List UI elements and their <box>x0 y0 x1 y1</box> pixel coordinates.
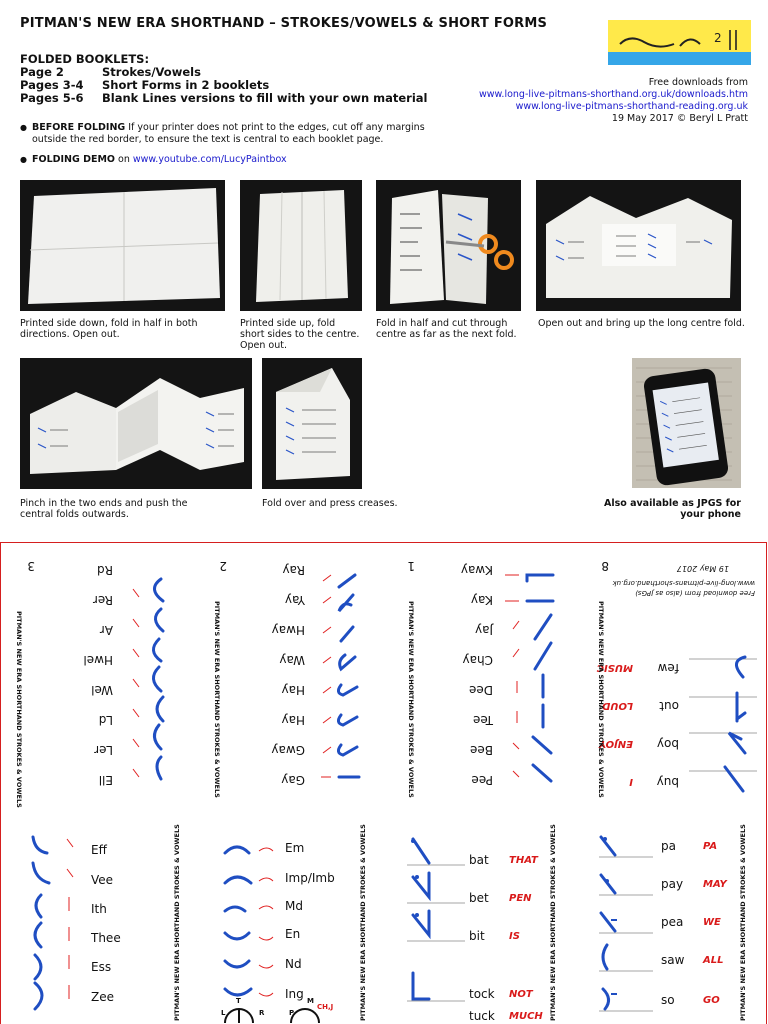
vowel-shortform: ENJOY <box>599 738 633 749</box>
stroke-label: Imp/Imb <box>285 871 335 885</box>
stroke-label: Rer <box>92 593 113 607</box>
booklet-col-3 <box>15 557 175 797</box>
diagram-label-chj: CH,J <box>317 1003 334 1011</box>
bottom-col-4 <box>597 833 737 1023</box>
stroke-label: Chay <box>462 653 493 667</box>
stroke-label: Md <box>285 899 303 913</box>
stroke-label: Ld <box>98 713 113 727</box>
booklet-sheet <box>0 542 767 1024</box>
vowel-shortform: PEN <box>509 893 532 904</box>
vowel-shortform: LOUD <box>602 700 633 711</box>
stroke-label: Gway <box>271 743 305 757</box>
stroke-label: Hay <box>281 683 305 697</box>
stroke-label: Hwel <box>83 653 113 667</box>
stroke-label: Tee <box>472 713 493 727</box>
reading-link[interactable]: www.long-live-pitmans-shorthand-reading.org.uk <box>515 101 748 112</box>
stroke-label: Wel <box>91 683 113 697</box>
stroke-label: Thee <box>91 931 121 945</box>
diagram-label-t: T <box>236 997 241 1005</box>
col8-site: www.long-live-pitmans-shorthand.org.uk <box>612 579 755 587</box>
col8-free: Free download from (also as JPGs) <box>635 589 755 597</box>
booklet-col-1 <box>401 557 561 797</box>
vowel-word: bet <box>469 891 489 905</box>
vowel-shortform: I <box>629 776 633 787</box>
diagram-label-m: M <box>307 997 314 1005</box>
vowel-word: saw <box>661 953 685 967</box>
downloads-link[interactable]: www.long-live-pitmans-shorthand.org.uk/downloads.htm <box>479 89 748 100</box>
vowel-word: bat <box>469 853 489 867</box>
youtube-link[interactable]: www.youtube.com/LucyPaintbox <box>132 154 287 165</box>
diagram-label-r: R <box>259 1009 265 1017</box>
folded-booklets-info <box>20 53 428 105</box>
caption-phone: Also available as JPGS for your phone <box>603 498 741 520</box>
svg-text:2: 2 <box>714 31 722 45</box>
stroke-label: Vee <box>91 873 114 887</box>
diagram-label-l: L <box>221 1009 226 1017</box>
caption-step-4: Open out and bring up the long centre fold. <box>538 318 745 329</box>
bottom-col-2 <box>221 833 371 1023</box>
stroke-label: Jay <box>475 623 493 637</box>
page-number: 8 <box>601 559 609 573</box>
stroke-label: Em <box>285 841 305 855</box>
stroke-label: Ith <box>91 902 107 916</box>
photo-fold-step-6 <box>262 358 362 489</box>
vowel-word: pay <box>661 877 684 891</box>
vowel-shortform: PA <box>703 841 718 852</box>
folding-demo-note <box>20 154 442 166</box>
page-key: Pages 3-4 <box>20 78 84 92</box>
stroke-label: Ess <box>91 960 112 974</box>
booklet-vertical-title: PITMAN'S NEW ERA SHORTHAND STROKES & VOWELS <box>359 824 367 1021</box>
photo-fold-step-5 <box>20 358 252 489</box>
photo-fold-step-1 <box>20 180 225 311</box>
page-number: 2 <box>219 559 227 573</box>
stroke-label: Gay <box>281 773 305 787</box>
bottom-col-3 <box>405 833 555 1023</box>
stroke-label: Dee <box>468 683 493 697</box>
booklet-vertical-title: PITMAN'S NEW ERA SHORTHAND STROKES & VOWELS <box>549 824 557 1021</box>
booklet-vertical-title: PITMAN'S NEW ERA SHORTHAND STROKES & VOWELS <box>597 601 605 798</box>
caption-step-1: Printed side down, fold in half in both directions. Open out. <box>20 318 198 340</box>
stroke-label: En <box>285 927 301 941</box>
folding-demo-on: on <box>115 154 133 165</box>
vowel-shortform: IS <box>509 931 520 942</box>
vowel-shortform: MUSIC <box>596 662 633 673</box>
booklet-vertical-title: PITMAN'S NEW ERA SHORTHAND STROKES & VOWELS <box>213 601 221 798</box>
booklet-vertical-title: PITMAN'S NEW ERA SHORTHAND STROKES & VOWELS <box>15 611 23 808</box>
vowel-shortform: NOT <box>509 989 533 1000</box>
vowel-shortform: WE <box>703 917 721 928</box>
page-key: Pages 5-6 <box>20 91 84 105</box>
page-value: Strokes/Vowels <box>102 65 201 79</box>
before-folding-text: If your printer does not print to the edges, cut off any margins outside the red border, to ensure the text is central to each booklet page. <box>32 122 425 145</box>
col8-date: 19 May 2017 <box>676 564 729 573</box>
stroke-label: Ell <box>98 773 113 787</box>
stroke-label: Ar <box>99 623 113 637</box>
photo-fold-step-2 <box>240 180 362 311</box>
vowel-shortform: ALL <box>703 955 724 966</box>
vowel-shortform: GO <box>703 995 720 1006</box>
booklet-col-2 <box>207 557 367 797</box>
vowel-word: bit <box>469 929 485 943</box>
stroke-label: Yay <box>284 593 305 607</box>
vowel-word: out <box>659 699 679 713</box>
vowel-word: few <box>657 661 679 675</box>
booklet-col-8 <box>593 557 759 797</box>
folding-demo-label: FOLDING DEMO <box>32 154 115 165</box>
vowel-word: tuck <box>469 1009 495 1023</box>
stroke-label: Bee <box>470 743 493 757</box>
page-key: Page 2 <box>20 65 64 79</box>
date-credit: 19 May 2017 © Beryl L Pratt <box>611 113 748 124</box>
downloads-label: Free downloads from <box>648 77 748 88</box>
page-value: Blank Lines versions to fill with your own material <box>102 91 428 105</box>
stroke-label: Kway <box>460 563 493 577</box>
stroke-label: Ray <box>282 563 305 577</box>
photo-fold-step-3 <box>376 180 521 311</box>
booklet-vertical-title: PITMAN'S NEW ERA SHORTHAND STROKES & VOWELS <box>739 824 747 1021</box>
before-folding-label: BEFORE FOLDING <box>32 122 126 133</box>
vowel-shortform: THAT <box>509 855 538 866</box>
stroke-label: Eff <box>91 843 107 857</box>
site-logo <box>608 20 751 65</box>
booklet-vertical-title: PITMAN'S NEW ERA SHORTHAND STROKES & VOWELS <box>407 601 415 798</box>
before-folding-note <box>20 122 442 145</box>
stroke-label: Kay <box>470 593 493 607</box>
stroke-label: Way <box>279 653 305 667</box>
booklet-vertical-title: PITMAN'S NEW ERA SHORTHAND STROKES & VOWELS <box>173 824 181 1021</box>
page-number: 1 <box>407 559 415 573</box>
vowel-word: boy <box>656 737 679 751</box>
vowel-word: tock <box>469 987 495 1001</box>
stroke-label: Rd <box>97 563 113 577</box>
bottom-col-1 <box>25 833 175 1023</box>
page-value: Short Forms in 2 booklets <box>102 78 270 92</box>
downloads-block <box>479 77 748 125</box>
vowel-word: so <box>661 993 675 1007</box>
caption-step-2: Printed side up, fold short sides to the centre. Open out. <box>240 318 360 351</box>
photo-fold-step-4 <box>536 180 741 311</box>
page-title: PITMAN'S NEW ERA SHORTHAND – STROKES/VOWELS & SHORT FORMS <box>20 16 548 31</box>
phone-photo <box>632 358 741 488</box>
vowel-word: buy <box>656 775 679 789</box>
vowel-word: pa <box>661 839 676 853</box>
stroke-label: Hay <box>281 713 305 727</box>
vowel-shortform: MAY <box>703 879 727 890</box>
instructions <box>20 122 442 175</box>
stroke-label: Hway <box>271 623 305 637</box>
stroke-label: Zee <box>91 990 114 1004</box>
folded-heading: FOLDED BOOKLETS: <box>20 52 150 66</box>
caption-step-6: Fold over and press creases. <box>262 498 398 509</box>
vowel-word: pea <box>661 915 684 929</box>
caption-step-5: Pinch in the two ends and push the central folds outwards. <box>20 498 188 520</box>
diagram-label-p: P <box>289 1009 295 1017</box>
stroke-label: Pee <box>471 773 493 787</box>
stroke-label: Ing <box>285 987 304 1001</box>
page-number: 3 <box>27 559 35 573</box>
vowel-shortform: MUCH <box>509 1011 543 1022</box>
caption-step-3: Fold in half and cut through centre as far as the next fold. <box>376 318 517 340</box>
stroke-label: Ler <box>94 743 113 757</box>
stroke-label: Nd <box>285 957 302 971</box>
